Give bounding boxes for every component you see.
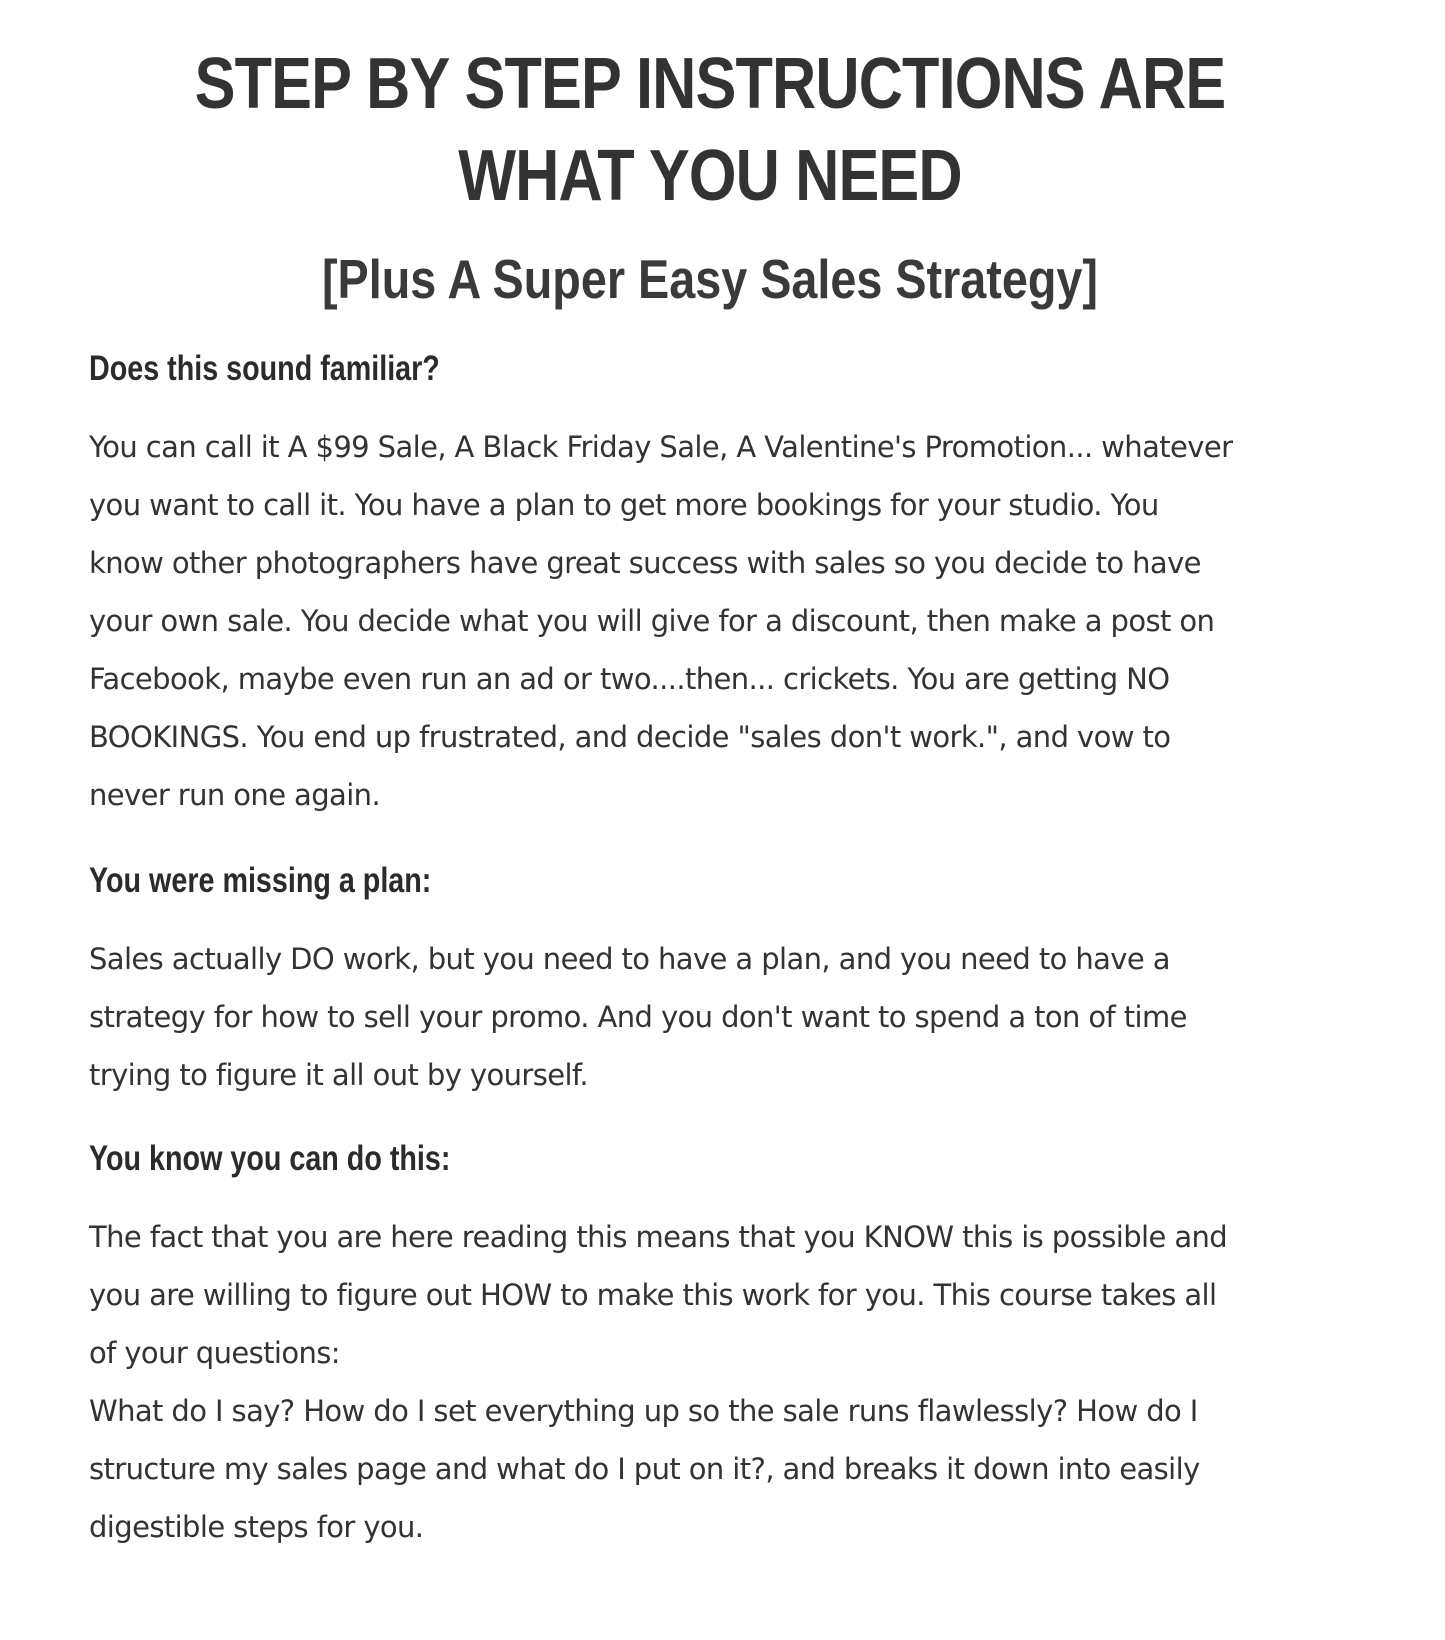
paragraph-line: Sales actually DO work, but you need to have a plan, and you need to have a [89, 942, 1170, 976]
paragraph-line: What do I say? How do I set everything up so the sale runs flawlessly? How do I [89, 1394, 1198, 1428]
paragraph-line: The fact that you are here reading this means that you KNOW this is possible and [89, 1220, 1228, 1254]
paragraph-line: you are willing to figure out HOW to make this work for you. This course takes all [89, 1278, 1217, 1312]
paragraph-line: never run one again. [89, 778, 381, 812]
paragraph-line: You can call it A $99 Sale, A Black Friday Sale, A Valentine's Promotion... whatever [89, 430, 1233, 464]
section-heading-can-do-this: You know you can do this: [89, 1139, 451, 1178]
page-title: STEP BY STEP INSTRUCTIONS ARE WHAT YOU NEED [194, 44, 1226, 216]
section-paragraph-missing-plan [89, 930, 1374, 1104]
paragraph-line: structure my sales page and what do I put on it?, and breaks it down into easily [89, 1452, 1200, 1486]
paragraph-line: of your questions: [89, 1336, 340, 1370]
paragraph-line: Facebook, maybe even run an ad or two....then... crickets. You are getting NO [89, 662, 1170, 696]
paragraph-line: strategy for how to sell your promo. And you don't want to spend a ton of time [89, 1000, 1187, 1034]
paragraph-line: your own sale. You decide what you will give for a discount, then make a post on [89, 604, 1215, 638]
paragraph-line: digestible steps for you. [89, 1510, 424, 1544]
page-subtitle: [Plus A Super Easy Sales Strategy] [321, 248, 1098, 310]
paragraph-line: you want to call it. You have a plan to get more bookings for your studio. You [89, 488, 1159, 522]
paragraph-line: know other photographers have great success with sales so you decide to have [89, 546, 1201, 580]
paragraph-line: BOOKINGS. You end up frustrated, and decide "sales don't work.", and vow to [89, 720, 1171, 754]
section-paragraph-can-do-this [89, 1208, 1374, 1556]
paragraph-line: trying to figure it all out by yourself. [89, 1058, 589, 1092]
section-heading-familiar: Does this sound familiar? [89, 349, 440, 388]
section-heading-missing-plan: You were missing a plan: [89, 861, 432, 900]
section-paragraph-familiar [89, 418, 1374, 824]
